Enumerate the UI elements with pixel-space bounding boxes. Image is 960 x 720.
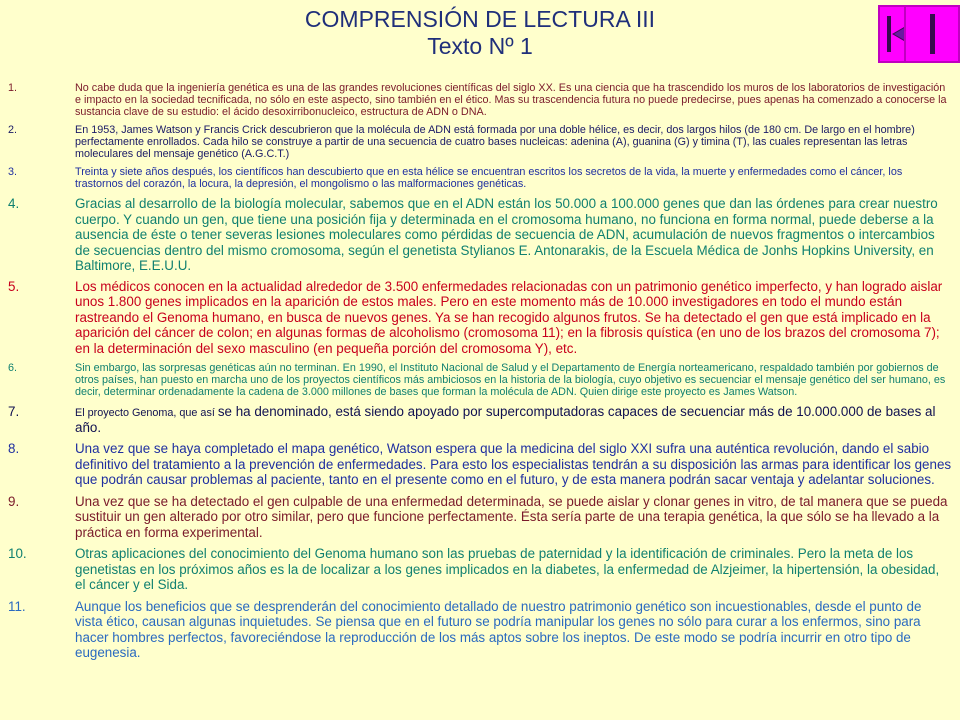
paragraph-number: 7. (8, 404, 20, 419)
title-line-2: Texto Nº 1 (427, 33, 533, 59)
paragraph-text: Los médicos conocen en la actualidad alrededor de 3.500 enfermedades relacionadas con un patrimonio genético imperfecto, y han logrado aislar unos 1.800 genes implicados en la aparición de estos males. Pero en este momento más de 10.000 investigadores en todo el mundo están rastreando el Genoma humano, en busca de nuevos genes. Ya se han recogido algunos frutos. Se ha detectado el gen que está implicado en la aparición del cáncer de colon; en algunas formas de alcoholismo (cromosoma 11); en la fibrosis quística (en uno de los brazos del cromosoma 7); en la determinación del sexo masculino (en pequeña porción del cromosoma Y), etc. (75, 278, 943, 356)
paragraph-text: Treinta y siete años después, los científicos han descubierto que en esta hélice se encuentran escritos los secretos de la vida, la muerte y enfermedades como el cáncer, los trastornos del corazón, la locura, la depresión, el mongolismo o las malformaciones genéticas. (75, 166, 903, 190)
paragraph-text-small: El proyecto Genoma, que así (75, 407, 218, 419)
paragraph-number: 6. (8, 362, 18, 374)
paragraph-text: Una vez que se haya completado el mapa genético, Watson espera que la medicina del siglo XXI sufra una auténtica revolución, dando el sabio definitivo del tratamiento a la prevención de enfermedades. Para esto los especialistas tendrán a su disposición las armas para identificar los genes que podrán causar problemas al paciente, tanto en el presente como en el futuro, y de esta manera podrán sacar ventaja y adelantar soluciones. (75, 441, 952, 487)
paragraph-8 (0, 441, 960, 488)
paragraph-text-large: se ha denominado, está siendo apoyado por supercomputadoras capaces de secuenciar más de 10.000.000 de bases al año. (75, 404, 936, 435)
paragraph-number: 10. (8, 546, 27, 561)
paragraph-number: 1. (8, 82, 18, 94)
title-line-1: COMPRENSIÓN DE LECTURA III (304, 6, 656, 32)
paragraph-6 (0, 362, 960, 398)
paragraph-text: Aunque los beneficios que se desprenderán del conocimiento detallado de nuestro patrimonio genético son incuestionables, desde el punto de vista ético, causan algunas inquietudes. Se piensa que en el futuro se podría manipular los genes no sólo para curar a los enfermos, sino para hacer hombres perfectos, favoreciéndose la reproducción de los más aptos sobre los ineptos. De este modo se podría incurrir en otro tipo de eugenesia. (75, 598, 922, 660)
paragraph-text: Sin embargo, las sorpresas genéticas aún no terminan. En 1990, el Instituto Nacional de Salud y el Departamento de Energía norteamericano, respaldado también por gobiernos de otros países, han puesto en marcha uno de los proyectos científicos más ambiciosos en la historia de la biología, cuyo objetivo es secuenciar el mensaje genético del ser humano, es decir, determinar ordenadamente la cadena de 3.000 millones de bases que forman la molécula de ADN. Quien dirige este proyecto es James Watson. (75, 362, 946, 398)
paragraph-number: 3. (8, 166, 18, 178)
paragraph-number: 9. (8, 493, 20, 509)
paragraph-text: Una vez que se ha detectado el gen culpable de una enfermedad determinada, se puede aislar y clonar genes in vitro, de tal manera que se pueda sustituir un gen alterado por otro similar, pero que funcione perfectamente. Ésta sería parte de una terapia genética, la que sólo se ha llevado a la práctica en forma experimental. (75, 493, 948, 540)
paragraph-text (75, 404, 952, 435)
paragraph-number: 5. (8, 278, 20, 294)
paragraph-number: 4. (8, 196, 20, 211)
paragraph-10 (0, 546, 960, 593)
paragraph-4 (0, 196, 960, 274)
end-button[interactable] (904, 5, 960, 63)
slide-title (0, 6, 960, 60)
paragraph-11 (0, 599, 960, 661)
paragraph-1 (0, 82, 960, 118)
paragraph-5 (0, 279, 960, 357)
paragraph-2 (0, 124, 960, 160)
paragraph-number: 8. (8, 441, 20, 456)
paragraph-text: Gracias al desarrollo de la biología molecular, sabemos que en el ADN están los 50.000 a 100.000 genes que dan las órdenes para crear nuestro cuerpo. Y cuando un gen, que tiene una posición fija y determinada en el cromosoma humano, no funciona en forma normal, puede deberse a la ausencia de éste o tener severas lesiones moleculares como pérdidas de secuencia de ADN, acumulación de nuevos fragmentos o intercambios de secuencias dentro del mismo cromosoma, según el genetista Stylianos E. Antonarakis, de la Escuela Médica de Jonhs Hopkins University, en Baltimore, E.E.U.U. (75, 196, 938, 273)
paragraph-9 (0, 494, 960, 541)
paragraph-number: 11. (8, 598, 26, 614)
paragraph-7 (0, 404, 960, 435)
paragraph-text: Otras aplicaciones del conocimiento del Genoma humano son las pruebas de paternidad y la identificación de criminales. Pero la meta de los genetistas en los próximos años es la de localizar a los genes implicados en la diabetes, la enfermedad de Alzjeimer, la hipertensión, la obesidad, el cáncer y el Sida. (75, 546, 940, 592)
paragraph-text: En 1953, James Watson y Francis Crick descubrieron que la molécula de ADN está formada por una doble hélice, es decir, dos largos hilos (de 180 cm. De largo en el hombre) perfectamente enrollados. Cada hilo se construye a partir de una secuencia de cuatro bases nucleicas: adenina (A), guanina (G) y timina (T), las cuales representan las letras moleculares del mensaje genético (A.G.C.T.) (75, 124, 915, 160)
paragraph-list (0, 82, 960, 661)
end-bar-icon (906, 7, 958, 61)
paragraph-number: 2. (8, 124, 18, 136)
paragraph-text: No cabe duda que la ingeniería genética es una de las grandes revoluciones científicas del siglo XX. Es una ciencia que ha trascendido los muros de los laboratorios de investigación e impacto en la sociedad tecnificada, no sólo en este aspecto, sino también en el ético. Mas su trascendencia futura no puede predecirse, pues apenas ha comenzado a conocerse la sustancia clave de su estudio: el ácido desoxirribonucleico, estructura de ADN o DNA. (75, 82, 947, 118)
paragraph-3 (0, 166, 960, 190)
